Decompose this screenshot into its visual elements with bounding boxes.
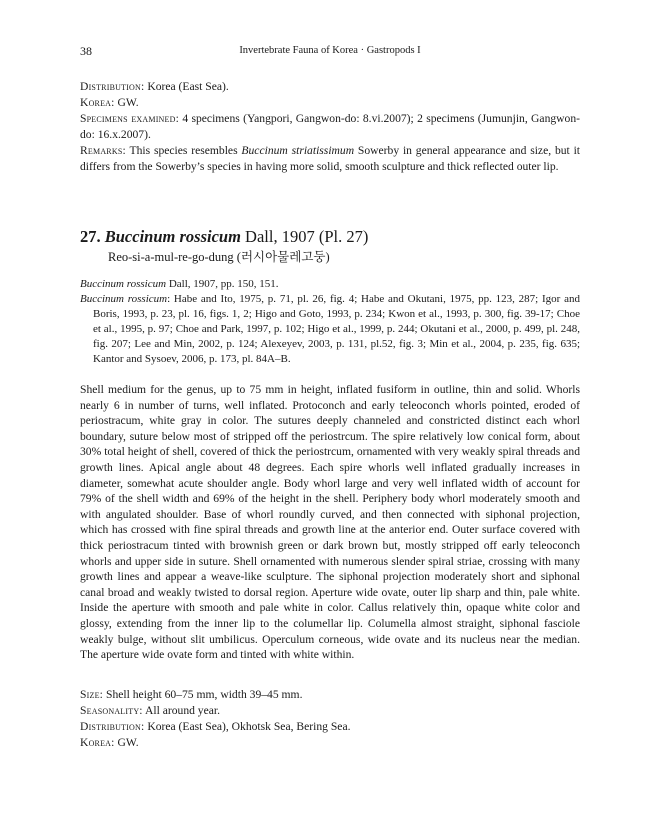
page-header (80, 44, 580, 60)
prev-remarks-label: Remarks: (80, 144, 126, 157)
seasonality-value: All around year. (145, 704, 221, 717)
prev-remarks-post: Sowerby in general appearance and size, but it differs from the Sowerby’s species in having more solid, smooth sculpture and thick reflected outer lip. (80, 144, 581, 173)
distribution-label: Distribution: (80, 720, 145, 733)
synonymy-taxon: Buccinum rossicum (80, 293, 168, 305)
prev-remarks (80, 143, 580, 175)
running-title: Invertebrate Fauna of Korea · Gastropods I (239, 45, 421, 56)
synonymy-entry (80, 277, 580, 292)
species-author: Dall, 1907 (Pl. 27) (245, 227, 369, 246)
korea-line (80, 735, 580, 751)
seasonality-line (80, 703, 580, 719)
species-heading (80, 227, 368, 247)
prev-korea (80, 95, 580, 111)
distribution-line (80, 719, 580, 735)
size-label: Size: (80, 688, 104, 701)
prev-korea-value: GW. (117, 96, 139, 109)
prev-korea-label: Korea: (80, 96, 115, 109)
prev-specimens-value: 4 specimens (Yangpori, Gangwon-do: 8.vi.2007); 2 specimens (Jumunjin, Gangwon-do: 16.x.2007). (80, 112, 580, 141)
prev-specimens-label: Specimens examined: (80, 112, 180, 125)
size-value: Shell height 60–75 mm, width 39–45 mm. (106, 688, 303, 701)
species-number: 27. (80, 227, 101, 246)
prev-specimens (80, 111, 580, 143)
synonymy-list (80, 277, 580, 367)
synonymy-reference: : Habe and Ito, 1975, p. 71, pl. 26, fig. 4; Habe and Okutani, 1975, pp. 123, 287; Igor and Boris, 1993, p. 23, pl. 16, figs. 1, 2; Higo and Goto, 1993, p. 234; Kwon et al., 1993, p. 300, fig. 39-17; Choe et al., 1995, p. 97; Choe and Park, 1997, p. 102; Higo et al., 1999, p. 244; Okutani et al., 2000, p. 499, pl. 248, fig. 207; Lee and Min, 2002, p. 124; Alexeyev, 2003, p. 131, pl.52, fig. 3; Min et al., 2004, p. 235, fig. 635; Kantor and Sysoev, 2006, p. 173, pl. 84A–B. (93, 293, 580, 365)
species-name: Buccinum rossicum (104, 227, 241, 246)
prev-remarks-pre: This species resembles (129, 144, 238, 157)
seasonality-label: Seasonality: (80, 704, 143, 717)
synonymy-taxon: Buccinum rossicum (80, 278, 167, 290)
size-line (80, 687, 580, 703)
synonymy-entry (80, 292, 580, 367)
synonymy-reference: Dall, 1907, pp. 150, 151. (166, 278, 279, 290)
distribution-value: Korea (East Sea), Okhotsk Sea, Bering Sea. (147, 720, 351, 733)
prev-distribution (80, 79, 580, 95)
korean-name: Reo-si-a-mul-re-go-dung (러시아물레고둥) (108, 250, 330, 264)
korea-value: GW. (117, 736, 139, 749)
korea-label: Korea: (80, 736, 115, 749)
description-paragraph: Shell medium for the genus, up to 75 mm in height, inflated fusiform in outline, thin and solid. Whorls nearly 6 in number of turns, well inflated. Protoconch and early teleoconch whorls pointed, eroded of periostracum, white gray in color. The sutures deeply channeled and constricted distinct each whorl boundary, suture below most of stripped off the periostrcum. The spire relatively low conical form, about 30% total height of shell, covered of thick the periostrcum, ornamented with very weakly spiral threads and growth lines. Apical angle about 48 degrees. Each spire whorls well inflated gradually increases in diameter, somewhat acute shoulder angle. Body whorl large and very well inflated width of account for 79% of the shell width and 69% of the height in the shell. Periphery body whorl moderately smooth and with angulated shoulder. Base of whorl roundly curved, and then connected with siphonal projection, which has crossed with fine spiral threads and growth line at the anterior end. Outer surface covered with thick periostracum tinted with brownish green or dark brown but, mostly stripped off early teleoconch whorls and upper side in suture. Shell ornamented with numerous slender spiral striae, crossing with many growth lines and appear a weave-like sculpture. The siphonal projection moderately short and siphonal canal broad and weakly twisted to dorsal region. Aperture wide ovate, outer lip sharp and thin, pale white. Inside the aperture with smooth and pale white in color. Callus relatively thin, opaque white color and glossy, extending from the inner lip to the columellar lip. Columella almost straight, siphonal fasciole weakly bulge, without slit umbilicus. Operculum corneous, wide ovate and its nucleus near the median. The aperture wide ovate form and tinted with white within. (80, 383, 580, 662)
prev-distribution-label: Distribution: (80, 80, 145, 93)
prev-distribution-value: Korea (East Sea). (147, 80, 229, 93)
prev-remarks-italic: Buccinum striatissimum (241, 144, 355, 157)
page-number: 38 (80, 44, 92, 58)
